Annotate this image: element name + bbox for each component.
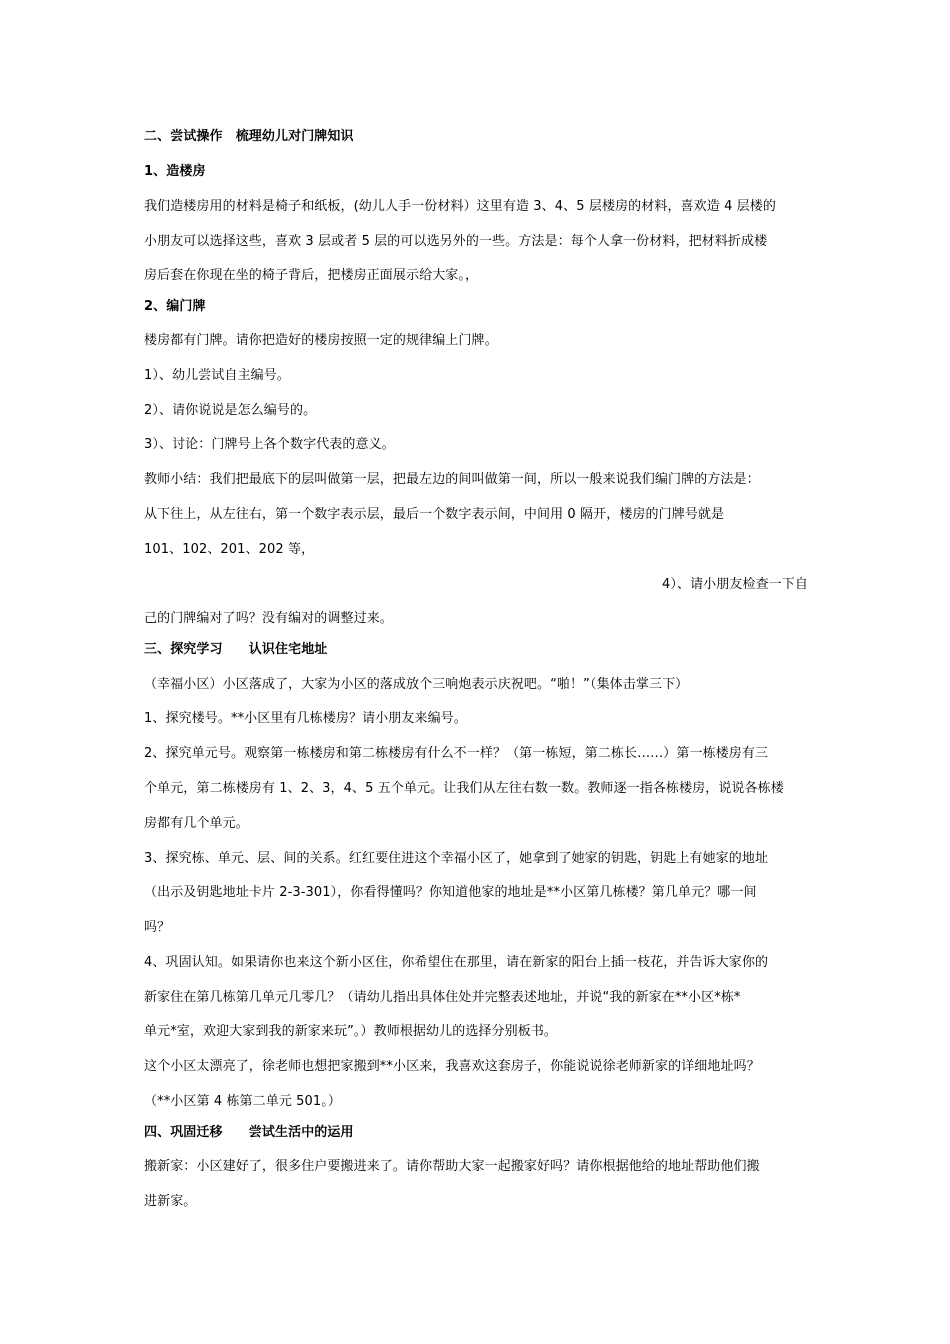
list-item: 2）、请你说说是怎么编号的。 [144,403,317,418]
subheading-door-number: 2、编门牌 [144,299,206,314]
paragraph-line-right: 4）、请小朋友检查一下自 [662,577,808,592]
paragraph-line: 楼房都有门牌。请你把造好的楼房按照一定的规律编上门牌。 [144,333,498,348]
list-item: 3）、讨论：门牌号上各个数字代表的意义。 [144,437,395,452]
paragraph-line: 搬新家：小区建好了，很多住户要搬进来了。请你帮助大家一起搬家好吗？请你根据他给的地址帮助他们搬 [144,1159,760,1174]
paragraph-line: 单元*室，欢迎大家到我的新家来玩”。）教师根据幼儿的选择分别板书。 [144,1024,558,1039]
paragraph-line: 3、探究栋、单元、层、间的关系。红红要住进这个幸福小区了，她拿到了她家的钥匙，钥匙上有她家的地址 [144,851,769,866]
paragraph-line: 吗？ [144,920,171,935]
paragraph-line: 2、探究单元号。观察第一栋楼房和第二栋楼房有什么不一样？（第一栋短，第二栋长……）第一栋楼房有三 [144,746,769,761]
section-heading-4: 四、巩固迁移 尝试生活中的运用 [144,1125,354,1140]
paragraph-line: 新家住在第几栋第几单元几零几？（请幼儿指出具体住处并完整表述地址，并说“我的新家在**小区*栋* [144,990,741,1005]
paragraph-line: 小朋友可以选择这些，喜欢 3 层或者 5 层的可以选另外的一些。方法是：每个人拿一份材料，把材料折成楼 [144,234,768,249]
paragraph-line: （出示及钥匙地址卡片 2-3-301），你看得懂吗？你知道他家的地址是**小区第几栋楼？第几单元？哪一间 [144,885,757,900]
paragraph-line: 教师小结：我们把最底下的层叫做第一层，把最左边的间叫做第一间，所以一般来说我们编门牌的方法是： [144,472,760,487]
paragraph-line: 101、102、201、202 等， [144,542,315,557]
paragraph-line: 个单元，第二栋楼房有 1、2、3，4、5 五个单元。让我们从左往右数一数。教师逐一指各栋楼房，说说各栋楼 [144,781,784,796]
subheading-build-building: 1、造楼房 [144,164,206,179]
list-item: 1、探究楼号。**小区里有几栋楼房？请小朋友来编号。 [144,711,467,726]
paragraph-line: 进新家。 [144,1194,197,1209]
list-item: 1）、幼儿尝试自主编号。 [144,368,290,383]
section-heading-2: 二、尝试操作 梳理幼儿对门牌知识 [144,129,354,144]
section-heading-3: 三、探究学习 认识住宅地址 [144,642,328,657]
paragraph-line: 这个小区太漂亮了，徐老师也想把家搬到**小区来，我喜欢这套房子，你能说说徐老师新家的详细地址吗？ [144,1059,760,1074]
paragraph-line: 我们造楼房用的材料是椅子和纸板，(幼儿人手一份材料）这里有造 3、4、5 层楼房的材料，喜欢造 4 层楼的 [144,199,776,214]
paragraph-line: （幸福小区）小区落成了，大家为小区的落成放个三响炮表示庆祝吧。“啪！”（集体击掌三下） [144,677,689,692]
paragraph-line: （**小区第 4 栋第二单元 501。） [144,1094,341,1109]
paragraph-line: 4、巩固认知。如果请你也来这个新小区住，你希望住在那里，请在新家的阳台上插一枝花，并告诉大家你的 [144,955,769,970]
paragraph-line: 己的门牌编对了吗？没有编对的调整过来。 [144,611,393,626]
paragraph-line: 从下往上，从左往右，第一个数字表示层，最后一个数字表示间，中间用 0 隔开，楼房的门牌号就是 [144,507,725,522]
paragraph-line: 房后套在你现在坐的椅子背后，把楼房正面展示给大家。， [144,268,479,283]
paragraph-line: 房都有几个单元。 [144,816,249,831]
